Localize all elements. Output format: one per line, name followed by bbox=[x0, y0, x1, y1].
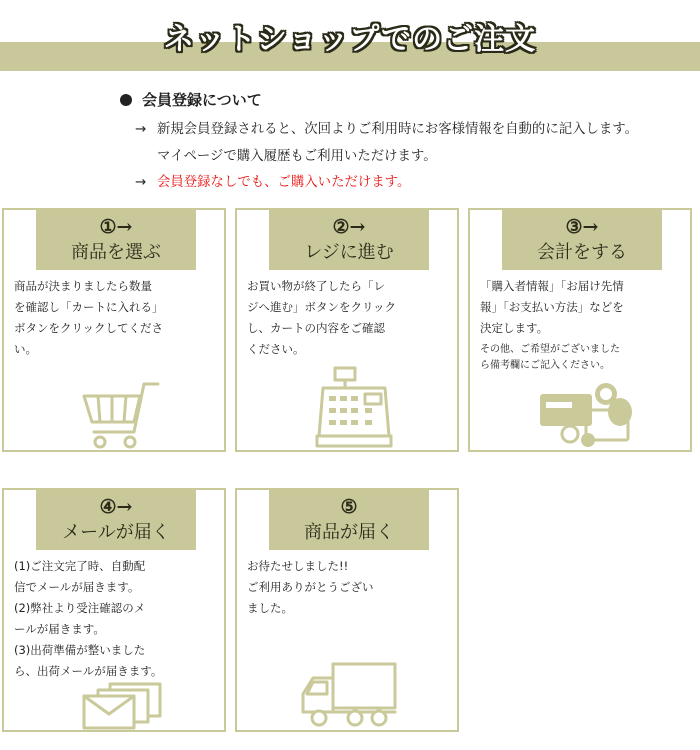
step-title: 会計をする bbox=[537, 242, 627, 263]
truck-icon bbox=[299, 660, 399, 728]
step-number: ①→ bbox=[99, 216, 133, 238]
cart-icon bbox=[78, 380, 162, 452]
arrow-icon: → bbox=[135, 175, 147, 190]
step-title: 商品を選ぶ bbox=[71, 242, 161, 263]
step-description: お待たせしました!! ご利用ありがとうござい ました。 bbox=[247, 559, 374, 615]
payment-icon bbox=[538, 380, 634, 450]
step-card-checkout bbox=[235, 208, 459, 452]
intro-line-1: → 新規会員登録されると、次回よりご利用時にお客様情報を自動的に記入します。 bbox=[135, 122, 638, 137]
step-description: 商品が決まりましたら数量 を確認し「カートに入れる」 ボタンをクリックしてくださ い。 bbox=[14, 279, 164, 356]
step-description: (1)ご注文完了時、自動配 信でメールが届きます。 (2)弊社より受注確認のメ ールが届きます。 (3)出荷準備が整いました ら、出荷メールが届きます。 bbox=[14, 559, 163, 678]
step-number: ③→ bbox=[565, 216, 599, 238]
page-title: ネットショップでのご注文 bbox=[163, 22, 537, 57]
step-number: ④→ bbox=[99, 496, 133, 518]
step-description: 「購入者情報」「お届け先情 報」「お支払い方法」などを 決定します。 bbox=[480, 279, 624, 335]
step-card-select-product bbox=[2, 208, 226, 452]
step-note: その他、ご希望がございました ら備考欄にご記入ください。 bbox=[480, 344, 620, 371]
step-label bbox=[269, 210, 429, 270]
intro-line-3: → 会員登録なしでも、ご購入いただけます。 bbox=[135, 175, 411, 190]
step-card-payment bbox=[468, 208, 692, 452]
member-info-heading-text: 会員登録について bbox=[142, 91, 262, 109]
mail-icon bbox=[82, 682, 164, 730]
step-label bbox=[36, 210, 196, 270]
step-number: ②→ bbox=[332, 216, 366, 238]
member-info-heading bbox=[120, 89, 262, 110]
step-label bbox=[269, 490, 429, 550]
step-label bbox=[502, 210, 662, 270]
member-info-section bbox=[120, 89, 262, 110]
step-title: メールが届く bbox=[62, 522, 170, 543]
step-card-email bbox=[2, 488, 226, 732]
step-title: レジに進む bbox=[304, 242, 394, 263]
cash-register-icon bbox=[315, 364, 393, 448]
step-number: ⑤ bbox=[340, 496, 358, 518]
step-title: 商品が届く bbox=[304, 522, 394, 543]
step-description: お買い物が終了したら「レ ジへ進む」ボタンをクリック し、カートの内容をご確認 ください。 bbox=[247, 279, 397, 356]
intro-line-2: マイページで購入履歴もご利用いただけます。 bbox=[157, 149, 437, 164]
bullet-icon bbox=[120, 94, 132, 106]
step-label bbox=[36, 490, 196, 550]
step-card-delivery bbox=[235, 488, 459, 732]
arrow-icon: → bbox=[135, 122, 147, 137]
